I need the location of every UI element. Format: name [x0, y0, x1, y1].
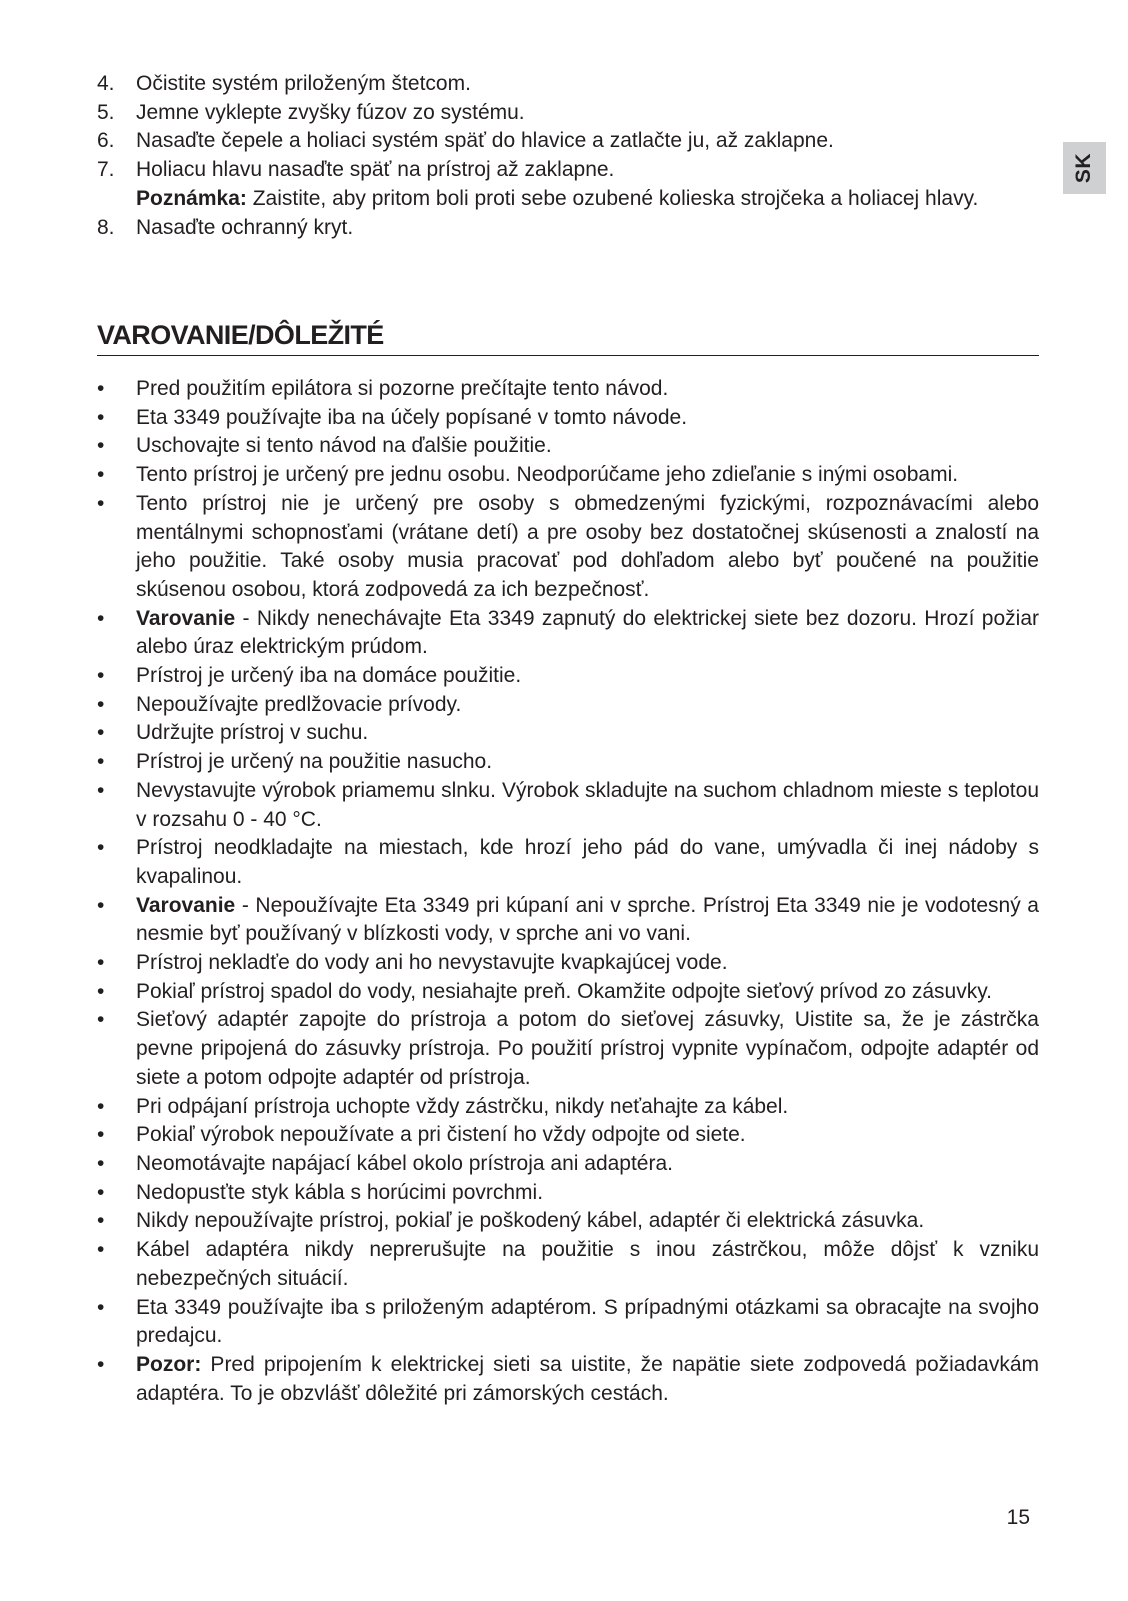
warning-item [97, 1150, 1039, 1179]
warning-item [97, 978, 1039, 1007]
steps-list [97, 70, 1039, 242]
warning-item [97, 461, 1039, 490]
warning-text: Prístroj nekladťe do vody ani ho nevystavujte kvapkajúcej vode. [136, 951, 728, 975]
bullet-marker: • [97, 1151, 105, 1175]
bullet-marker: • [97, 692, 105, 716]
warning-text: Eta 3349 používajte iba s priloženým adaptérom. S prípadnými otázkami sa obracajte na svojho predajcu. [136, 1295, 1039, 1348]
bullet-marker: • [97, 405, 105, 429]
step-text: Jemne vyklepte zvyšky fúzov zo systému. [136, 100, 525, 124]
note-text: Zaistite, aby pritom boli proti sebe ozubené kolieska strojčeka a holiacej hlavy. [246, 186, 979, 210]
warning-item [97, 1093, 1039, 1122]
step-number: 5. [97, 100, 115, 124]
warning-item [97, 777, 1039, 834]
warning-text: Kábel adaptéra nikdy neprerušujte na použitie s inou zástrčkou, môže dôjsť k vzniku nebezpečných situácií. [136, 1238, 1039, 1290]
bullet-marker: • [97, 1238, 105, 1262]
warning-text: Udržujte prístroj v suchu. [136, 721, 369, 745]
bullet-marker: • [97, 1295, 105, 1319]
warning-item [97, 1236, 1039, 1293]
warning-text: Neomotávajte napájací kábel okolo prístroja ani adaptéra. [136, 1151, 673, 1175]
bullet-marker: • [97, 463, 105, 487]
step-item [97, 127, 1039, 156]
warning-item [97, 834, 1039, 891]
warning-item [97, 949, 1039, 978]
warning-text: Pred pripojením k elektrickej sieti sa uistite, že napätie siete zodpovedá požiadavkám adaptéra. To je obzvlášť dôležité pri zámorských cestách. [136, 1352, 1039, 1405]
step-text: Očistite systém priloženým štetcom. [136, 72, 471, 95]
warning-item [97, 662, 1039, 691]
warning-text: Prístroj je určený na použitie nasucho. [136, 750, 493, 774]
bullet-marker: • [97, 1352, 105, 1376]
warning-item [97, 404, 1039, 433]
bullet-marker: • [97, 1094, 105, 1118]
warning-text: - Nepoužívajte Eta 3349 pri kúpaní ani v sprche. Prístroj Eta 3349 nie je vodotesný a nesmie byť používaný v blízkosti vody, v sprche ani vo vani. [136, 893, 1039, 946]
warning-item [97, 490, 1039, 605]
warning-item [97, 1207, 1039, 1236]
warning-item [97, 605, 1039, 662]
step-item [97, 70, 1039, 99]
warning-item [97, 1294, 1039, 1351]
warning-text: Tento prístroj nie je určený pre osoby s obmedzenými fyzickými, rozpoznávacími alebo mentálnymi schopnosťami (vrátane detí) a pre osoby bez dostatočnej skúsenosti a znalostí na jeho použitie. Také osoby musia pracovať pod dohľadom alebo byť poučené na použitie skúsenou osobou, ktorá zodpovedá za ich bezpečnosť. [136, 491, 1039, 601]
language-tab-label: SK [1072, 152, 1096, 184]
warning-text: Eta 3349 používajte iba na účely popísané v tomto návode. [136, 405, 688, 429]
bullet-marker: • [97, 434, 105, 458]
step-item [97, 214, 1039, 243]
language-tab [1063, 142, 1106, 194]
warning-label: Varovanie [136, 893, 236, 917]
bullet-marker: • [97, 750, 105, 774]
bullet-marker: • [97, 491, 105, 515]
warning-item [97, 375, 1039, 404]
step-text: Nasaďte ochranný kryt. [136, 215, 354, 239]
bullet-marker: • [97, 1123, 105, 1147]
warning-label: Pozor: [136, 1352, 202, 1376]
bullet-marker: • [97, 377, 105, 400]
warning-text: Uschovajte si tento návod na ďalšie použitie. [136, 434, 552, 458]
step-text: Holiacu hlavu nasaďte späť na prístroj až zaklapne. [136, 158, 615, 182]
warning-text: Pri odpájaní prístroja uchopte vždy zástrčku, nikdy neťahajte za kábel. [136, 1094, 789, 1118]
warning-text: Sieťový adaptér zapojte do prístroja a potom do sieťovej zásuvky, Uistite sa, že je zástrčka pevne pripojená do zásuvky prístroja. Po použití prístroj vypnite vypínačom, odpojte adaptér od siete a potom odpojte adaptér od prístroja. [136, 1008, 1039, 1089]
warning-text: Pred použitím epilátora si pozorne prečítajte tento návod. [136, 377, 669, 400]
warning-text: Prístroj je určený iba na domáce použitie. [136, 664, 522, 688]
bullet-marker: • [97, 836, 105, 860]
bullet-marker: • [97, 664, 105, 688]
warning-label: Varovanie [136, 606, 236, 630]
warning-text: Pokiaľ výrobok nepoužívate a pri čistení ho vždy odpojte od siete. [136, 1123, 746, 1147]
warning-item [97, 748, 1039, 777]
bullet-marker: • [97, 951, 105, 975]
bullet-marker: • [97, 606, 105, 630]
step-number: 8. [97, 215, 115, 239]
warning-text: Pokiaľ prístroj spadol do vody, nesiahajte preň. Okamžite odpojte sieťový prívod zo zásuvky. [136, 979, 992, 1003]
bullet-marker: • [97, 778, 105, 802]
warning-text: - Nikdy nenechávajte Eta 3349 zapnutý do elektrickej siete bez dozoru. Hrozí požiar alebo úraz elektrickým prúdom. [136, 606, 1039, 659]
bullet-marker: • [97, 1209, 105, 1233]
warning-item [97, 1006, 1039, 1092]
step-number: 7. [97, 158, 115, 182]
warning-item [97, 691, 1039, 720]
warning-text: Nedopusťte styk kábla s horúcimi povrchmi. [136, 1180, 544, 1204]
warning-text: Nikdy nepoužívajte prístroj, pokiaľ je poškodený kábel, adaptér či elektrická zásuvka. [136, 1209, 925, 1233]
warning-item [97, 1121, 1039, 1150]
warning-item [97, 432, 1039, 461]
warning-item [97, 719, 1039, 748]
step-number: 6. [97, 129, 115, 153]
warning-item [97, 1351, 1039, 1408]
warning-text: Tento prístroj je určený pre jednu osobu. Neodporúčame jeho zdieľanie s inými osobami. [136, 463, 959, 487]
warning-text: Nevystavujte výrobok priamemu slnku. Výrobok skladujte na suchom chladnom mieste s teplotou v rozsahu 0 - 40 °C. [136, 778, 1039, 831]
bullet-marker: • [97, 979, 105, 1003]
warnings-list [97, 375, 1039, 1408]
step-item [97, 99, 1039, 128]
bullet-marker: • [97, 1180, 105, 1204]
step-item [97, 156, 1039, 213]
warning-text: Prístroj neodkladajte na miestach, kde hrozí jeho pád do vane, umývadla či inej nádoby s kvapalinou. [136, 836, 1039, 888]
bullet-marker: • [97, 893, 105, 917]
section-title: VAROVANIE/DÔLEŽITÉ [97, 318, 1039, 356]
bullet-marker: • [97, 721, 105, 745]
warning-item [97, 892, 1039, 949]
step-text: Nasaďte čepele a holiaci systém späť do hlavice a zatlačte ju, až zaklapne. [136, 129, 834, 153]
bullet-marker: • [97, 1008, 105, 1032]
note-label: Poznámka: [136, 186, 247, 210]
warning-item [97, 1179, 1039, 1208]
step-number: 4. [97, 72, 115, 95]
warning-text: Nepoužívajte predlžovacie prívody. [136, 692, 462, 716]
page-number: 15 [1006, 1506, 1030, 1529]
